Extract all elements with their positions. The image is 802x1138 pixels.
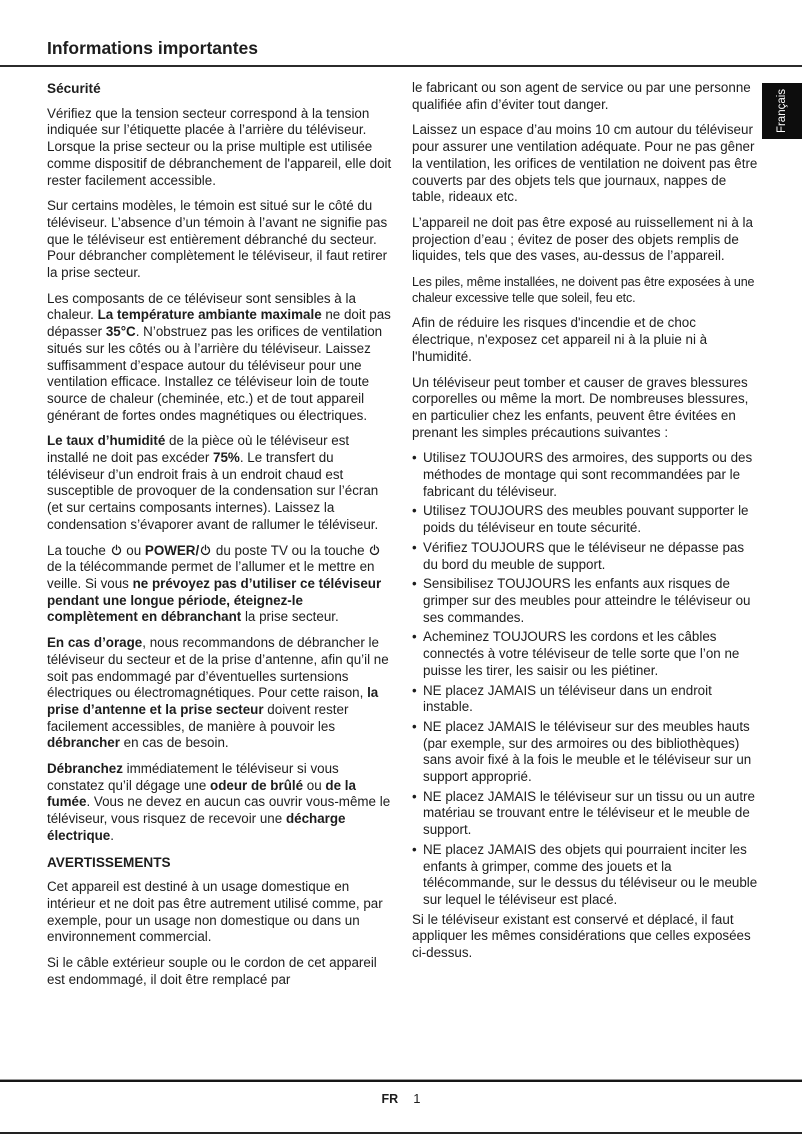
power-icon [111, 544, 122, 556]
bullet-text [423, 576, 759, 626]
section-heading [47, 854, 392, 872]
text-run: le fabricant ou son agent de service ou par une personne qualifiée afin d’éviter tout danger. [412, 80, 751, 112]
text-run: Les composants de ce téléviseur sont sensibles à la chaleur. [47, 290, 356, 323]
bullet-item [412, 629, 759, 679]
paragraph [47, 106, 392, 190]
text-run: en cas de besoin. [119, 735, 229, 751]
text-run: Si le câble extérieur souple ou le cordon de cet appareil est endommagé, il doit être remplacé par [47, 955, 377, 987]
text-run: Afin de réduire les risques d'incendie et de choc électrique, n'exposez cet appareil ni à la pluie ni à l'humidité. [412, 315, 708, 364]
text-run: Un téléviseur peut tomber et causer de graves blessures corporelles ou même la mort. De nombreuses blessures, en particulier chez les enfants, peuvent être évitées en prenant les simples précautions suivantes : [412, 374, 749, 440]
paragraph [412, 80, 759, 113]
text-run: Acheminez TOUJOURS les cordons et les câbles connectés à votre téléviseur de telle sorte que l’on ne puisse les tirer, les saisir ou les piétiner. [423, 629, 740, 678]
text-run: Vérifiez TOUJOURS que le téléviseur ne dépasse pas du bord du meuble de support. [423, 539, 745, 572]
text-run: Les piles, même installées, ne doivent pas être exposées à une chaleur excessive telle que soleil, feu etc. [412, 275, 755, 306]
bullet-text [423, 503, 759, 536]
bullet-item [412, 719, 759, 786]
text-run: Si le téléviseur existant est conservé et déplacé, il faut appliquer les mêmes considérations que celles exposées ci-dessus. [412, 911, 751, 961]
power-icon [200, 544, 211, 556]
text-run: Utilisez TOUJOURS des meubles pouvant supporter le poids du téléviseur en toute sécurité. [423, 503, 749, 536]
text-run: . [110, 827, 114, 843]
text-run: Sur certains modèles, le témoin est situé sur le côté du téléviseur. L’absence d’un témoin à l’avant ne signifie pas que le téléviseur est entièrement débranché du secteur. Pour débrancher complètement le téléviseur, il faut retirer la prise secteur. [47, 198, 388, 281]
text-run: Utilisez TOUJOURS des armoires, des supports ou des méthodes de montage qui sont recommandées par le fabricant du téléviseur. [423, 450, 753, 499]
bullet-text [423, 450, 759, 500]
text-run: immédiatement le téléviseur si vous constatez qu’il dégage une [47, 761, 339, 793]
text-run: NE placez JAMAIS le téléviseur sur un tissu ou un autre matériau se trouvant entre le téléviseur et le meuble de support. [423, 788, 755, 838]
footer-page-number: 1 [413, 1091, 421, 1106]
paragraph [412, 122, 759, 206]
bullet-marker: • [412, 576, 417, 592]
bullet-marker: • [412, 450, 417, 466]
text-run: ne doit pas dépasser [47, 307, 391, 340]
bullet-item [412, 450, 759, 500]
bullet-marker: • [412, 629, 417, 645]
paragraph [47, 635, 392, 752]
bullet-item [412, 683, 759, 716]
text-run: Sensibilisez TOUJOURS les enfants aux risques de grimper sur des meubles pour atteindre le téléviseur ou ses commandes. [423, 576, 751, 625]
bullet-text [423, 842, 759, 909]
paragraph [412, 274, 759, 306]
bold-text-run: décharge électrique [47, 811, 346, 843]
bullet-text [423, 540, 759, 573]
bullet-text [423, 683, 759, 716]
title-divider [0, 65, 802, 67]
bold-text-run: ne prévoyez pas d’utiliser ce téléviseur pendant une longue période, éteignez-le complètement en débranchant [47, 575, 382, 625]
paragraph [412, 912, 759, 962]
bottom-edge-rule [0, 1132, 802, 1134]
text-run: NE placez JAMAIS le téléviseur sur des meubles hauts (par exemple, sur des armoires ou des bibliothèques) sans avoir fixé à la fois le meuble et le téléviseur sur un support approprié. [423, 718, 752, 785]
bold-text-run: En cas d’orage [47, 635, 143, 651]
language-tab-label: Français [776, 88, 789, 134]
paragraph [412, 375, 759, 442]
bullet-marker: • [412, 682, 417, 698]
bullet-item [412, 842, 759, 909]
bullet-marker: • [412, 503, 417, 519]
bullet-item [412, 576, 759, 626]
bold-text-run: 35°C [105, 324, 136, 340]
text-run: ou [303, 777, 326, 793]
bullet-text [423, 629, 759, 679]
bold-text-run: AVERTISSEMENTS [47, 854, 171, 870]
bold-text-run: Le taux d’humidité [47, 433, 166, 449]
bullet-marker: • [412, 718, 417, 734]
footer-divider [0, 1080, 802, 1082]
paragraph [47, 761, 392, 845]
footer-language-code: FR [381, 1092, 399, 1106]
bullet-item [412, 503, 759, 536]
text-run: doivent rester facilement accessibles, de manière à pouvoir les [47, 701, 349, 734]
bold-text-run: Débranchez [47, 761, 123, 777]
bullet-item [412, 540, 759, 573]
text-run: , nous recommandons de débrancher le téléviseur du secteur et de la prise d’antenne, afin qu’il ne soit pas endommagé par d’éventuelles surtensions électriques ou électromagnétiques. Pour cette raison, [47, 635, 389, 701]
text-run: . Le transfert du téléviseur d’un endroit frais à un endroit chaud est susceptible de provoquer de la condensation sur l’écran (et sur certains composants internes). Laissez la condensation s’évaporer avant de rallumer le téléviseur. [47, 450, 379, 532]
bold-text-run: la prise d’antenne et la prise secteur [47, 685, 379, 717]
bullet-item [412, 789, 759, 839]
bold-text-run: 75% [213, 450, 240, 466]
power-icon [369, 544, 380, 556]
bold-text-run: de la fumée [47, 777, 356, 810]
bullet-marker: • [412, 841, 417, 857]
paragraph [47, 198, 392, 282]
bullet-text [423, 789, 759, 839]
text-run: la prise secteur. [241, 609, 339, 625]
section-heading [47, 80, 392, 98]
text-run: . N’obstruez pas les orifices de ventilation situés sur les côtés ou à l’arrière du téléviseur. Laissez suffisamment d’espace autour du téléviseur pour une ventilation efficace. Installez ce téléviseur loin de toute source de chaleur (cheminée, etc.) et de tout appareil générant de fortes ondes magnétiques ou électriques. [47, 324, 383, 423]
paragraph [47, 433, 392, 533]
paragraph [47, 879, 392, 946]
bullet-marker: • [412, 788, 417, 804]
paragraph [47, 291, 392, 425]
text-run: ou [122, 542, 145, 558]
text-run: . Vous ne devez en aucun cas ouvrir vous-même le téléviseur, vous risquez de recevoir une [47, 794, 391, 827]
paragraph [412, 315, 759, 365]
paragraph [47, 955, 392, 988]
text-run: Laissez un espace d’au moins 10 cm autour du téléviseur pour assurer une ventilation adéquate. Pour ne pas gêner la ventilation, les orifices de ventilation ne doivent pas être couverts par des objets tels que journaux, nappes de table, rideaux etc. [412, 122, 758, 205]
text-run: du poste TV ou la touche [212, 542, 369, 558]
left-column [47, 80, 392, 997]
bullet-text [423, 719, 759, 786]
text-run: de la télécommande permet de l’allumer et le mettre en veille. Si vous [47, 559, 375, 591]
text-run: Cet appareil est destiné à un usage domestique en intérieur et ne doit pas être autrement utilisé comme, par exemple, pour un usage non domestique ou dans un environnement commercial. [47, 879, 383, 945]
right-column [412, 80, 759, 971]
page-footer [0, 1091, 802, 1106]
paragraph [47, 543, 392, 627]
bold-text-run: POWER/ [144, 542, 200, 558]
bold-text-run: La température ambiante maximale [97, 307, 322, 323]
language-tab [762, 83, 802, 139]
paragraph [412, 215, 759, 265]
text-run: La touche [47, 542, 110, 558]
bold-text-run: débrancher [47, 735, 120, 751]
text-run: L’appareil ne doit pas être exposé au ruissellement ni à la projection d’eau ; évitez de poser des objets remplis de liquides, tels que des vases, au-dessus de l’appareil. [412, 214, 753, 264]
text-run: NE placez JAMAIS un téléviseur dans un endroit instable. [423, 682, 712, 715]
text-run: Vérifiez que la tension secteur correspond à la tension indiquée sur l’étiquette placée à l’arrière du téléviseur. Lorsque la prise secteur ou la prise multiple est utilisée comme dispositif de débranchement de l'appareil, elle doit rester facilement accessible. [47, 105, 392, 188]
text-run: de la pièce où le téléviseur est installé ne doit pas excéder [47, 433, 350, 466]
bold-text-run: odeur de brûlé [210, 777, 304, 793]
bullet-marker: • [412, 539, 417, 555]
page-title: Informations importantes [47, 38, 258, 58]
bold-text-run: Sécurité [47, 81, 101, 96]
text-run: NE placez JAMAIS des objets qui pourraient inciter les enfants à grimper, comme des jouets et la télécommande, sur le dessus du téléviseur ou le meuble sur lequel le téléviseur est placé. [423, 841, 758, 907]
